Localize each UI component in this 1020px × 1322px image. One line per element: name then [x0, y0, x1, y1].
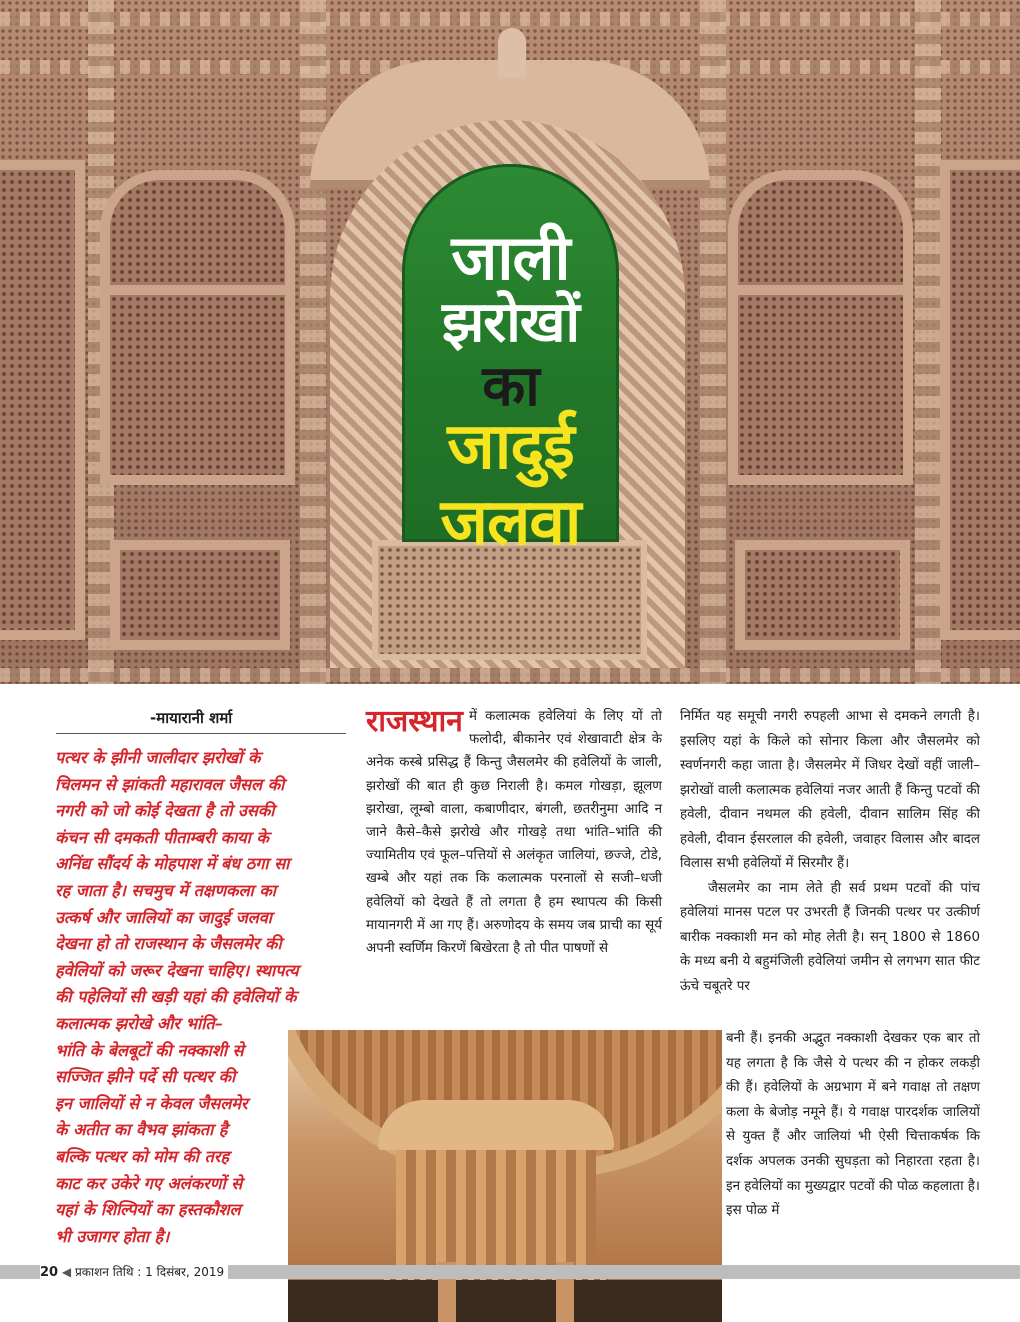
pull-quote-line: के अतीत का वैभव झांकता है — [55, 1120, 228, 1140]
pull-quote-line: हवेलियों को जरूर देखना चाहिए। स्थापत्य — [55, 960, 299, 980]
article-paragraph: जैसलमेर का नाम लेते ही सर्व प्रथम पटवों की पांच हवेलियां मानस पटल पर उभरती हैं जिनकी पत्थर पर उत्कीर्ण बारीक नक्काशी मन को मोह लेती है। सन् 1800 से 1860 के मध्य बनी ये बहुमंजिली हवेलियां जमीन से लगभग सात फीट ऊंचे चबूतरे पर — [680, 880, 980, 994]
title-window — [402, 164, 619, 560]
jali-panel — [110, 540, 290, 650]
carved-band — [0, 12, 1020, 26]
pull-quote-line: बल्कि पत्थर को मोम की तरह — [55, 1146, 230, 1166]
arrow-left-icon: ◀ — [61, 1265, 72, 1279]
balcony-dome — [378, 1100, 614, 1150]
byline-divider — [56, 733, 346, 734]
jali-panel — [728, 285, 913, 485]
pull-quote-line: पत्थर के झीनी जालीदार झरोखों के — [55, 748, 261, 767]
publication-date: प्रकाशन तिथि : 1 दिसंबर, 2019 — [74, 1265, 225, 1279]
title-line-5: जलवा — [440, 486, 581, 560]
pull-quote-line: काट कर उकेरे गए अलंकरणों से — [55, 1173, 243, 1193]
pull-quote-line: रह जाता है। सचमुच में तक्षणकला का — [55, 880, 277, 900]
pull-quote-line: अनिंद्य सौंदर्य के मोहपाश में बंध ठगा सा — [55, 854, 290, 874]
jali-panel — [100, 285, 295, 485]
article-paragraph: बनी हैं। इनकी अद्भुत नक्काशी देखकर एक बार तो यह लगता है कि जैसे ये पत्थर की न होकर लकड़ी की हैं। हवेलियों के अग्रभाग में बने गवाक्ष तो तक्षण कला के बेजोड़ नमूने हैं। ये गवाक्ष पारदर्शक जालियों से युक्त हैं और जालियां भी ऐसी चित्ताकर्षक कि दर्शक अपलक उनकी सुघड़ता को निहारता रहता है। इन हवेलियों का मुख्यद्वार पटवों की पोळ कहलाता है। इस पोळ में — [726, 1031, 980, 1219]
pull-quote-line: देखना हो तो राजस्थान के जैसलमेर की — [55, 934, 282, 954]
jali-panel — [100, 170, 295, 300]
pull-quote-line: इन जालियों से न केवल जैसलमेर — [55, 1093, 248, 1113]
jharokha-finial — [498, 28, 526, 78]
article-column-right-continued — [726, 1027, 980, 1224]
pull-quote-line: नगरी को जो कोई देखता है तो उसकी — [55, 801, 275, 821]
title-line-2: झरोखों — [441, 290, 580, 355]
jali-panel — [735, 540, 910, 650]
article-column-right — [680, 705, 980, 999]
article-text-middle: में कलात्मक हवेलियां के लिए यों तो फलोदी, बीकानेर एवं शेखावाटी क्षेत्र के अनेक कस्बे प्रसिद्ध हैं किन्तु जैसलमेर की हवेलियों के जाली, झरोखों की बात ही कुछ निराली है। कमल गोखड़ा, झूलण झरोखा, लूम्बो वाला, कबाणीदार, बंगली, छतरीनुमा आदि न जाने कैसे–कैसे झरोखे और गोखड़े तथा भांति–भांति की ज्यामितीय एवं फूल–पत्तियों से अलंकृत जालियां, छज्जे, टोडे, खम्बे और यहां तक कि कलात्मक परनालों से सजी–धजी हवेलियों को देखते हैं तो लगता है हम स्थापत्य की किसी मायानगरी में आ गए हैं। अरुणोदय के समय जब प्राची का सूर्य अपनी स्वर्णिम किरणें बिखेरता है तो पीत पाषणों से — [366, 709, 662, 957]
pull-quote-line: उत्कर्ष और जालियों का जादुई जलवा — [55, 907, 272, 927]
pull-quote-line: कंचन सी दमकती पीताम्बरी काया के — [55, 827, 269, 847]
pull-quote-line: यहां के शिल्पियों का हस्तकौशल — [55, 1200, 241, 1220]
pull-quote-line: भी उजागर होता है। — [55, 1226, 170, 1246]
pull-quote-line: सज्जित झीने पर्दे सी पत्थर की — [55, 1067, 236, 1087]
jali-panel — [940, 160, 1020, 640]
carved-pillar — [700, 0, 726, 684]
carved-band — [0, 668, 1020, 682]
shadow-area — [288, 1280, 722, 1322]
pull-quote-line: कलात्मक झरोखे और भांति– — [55, 1013, 223, 1033]
article-column-middle — [366, 705, 662, 960]
drop-cap-word: राजस्थान — [366, 704, 463, 739]
carved-pillar — [915, 0, 941, 684]
article-paragraph: निर्मित यह समूची नगरी रुपहली आभा से दमकने लगती है। इसलिए यहां के किले को सोनार किला और जैसलमेर को स्वर्णनगरी कहा जाता है। जैसलमेर में जिधर देखों वहीं जाली–झरोखों वाली कलात्मक हवेलियां नजर आती हैं किन्तु पटवों की हवेली, दीवान नथमल की हवेली, दीवान सालिम सिंह की हवेली, दीवान ईसरलाल की हवेली, जवाहर विलास और बादल विलास सभी हवेलियों में सिरमौर हैं। — [680, 709, 980, 871]
jali-panel — [728, 170, 913, 300]
title-line-1: जाली — [451, 221, 570, 294]
page-number: 20 — [40, 1265, 59, 1280]
title-line-3: का — [482, 354, 539, 419]
carved-pillar — [300, 0, 326, 684]
author-byline: -मायारानी शर्मा — [150, 709, 233, 727]
pull-quote-line: भांति के बेलबूटों की नक्काशी से — [55, 1040, 244, 1060]
page-footer — [40, 1262, 228, 1281]
pull-quote-line: की पहेलियों सी खड़ी यहां की हवेलियों के — [55, 987, 297, 1007]
jali-panel — [0, 160, 85, 640]
pull-quote-line: चिलमन से झांकती महारावल जैसल की — [55, 774, 285, 794]
title-line-4: जादुई — [447, 410, 574, 484]
